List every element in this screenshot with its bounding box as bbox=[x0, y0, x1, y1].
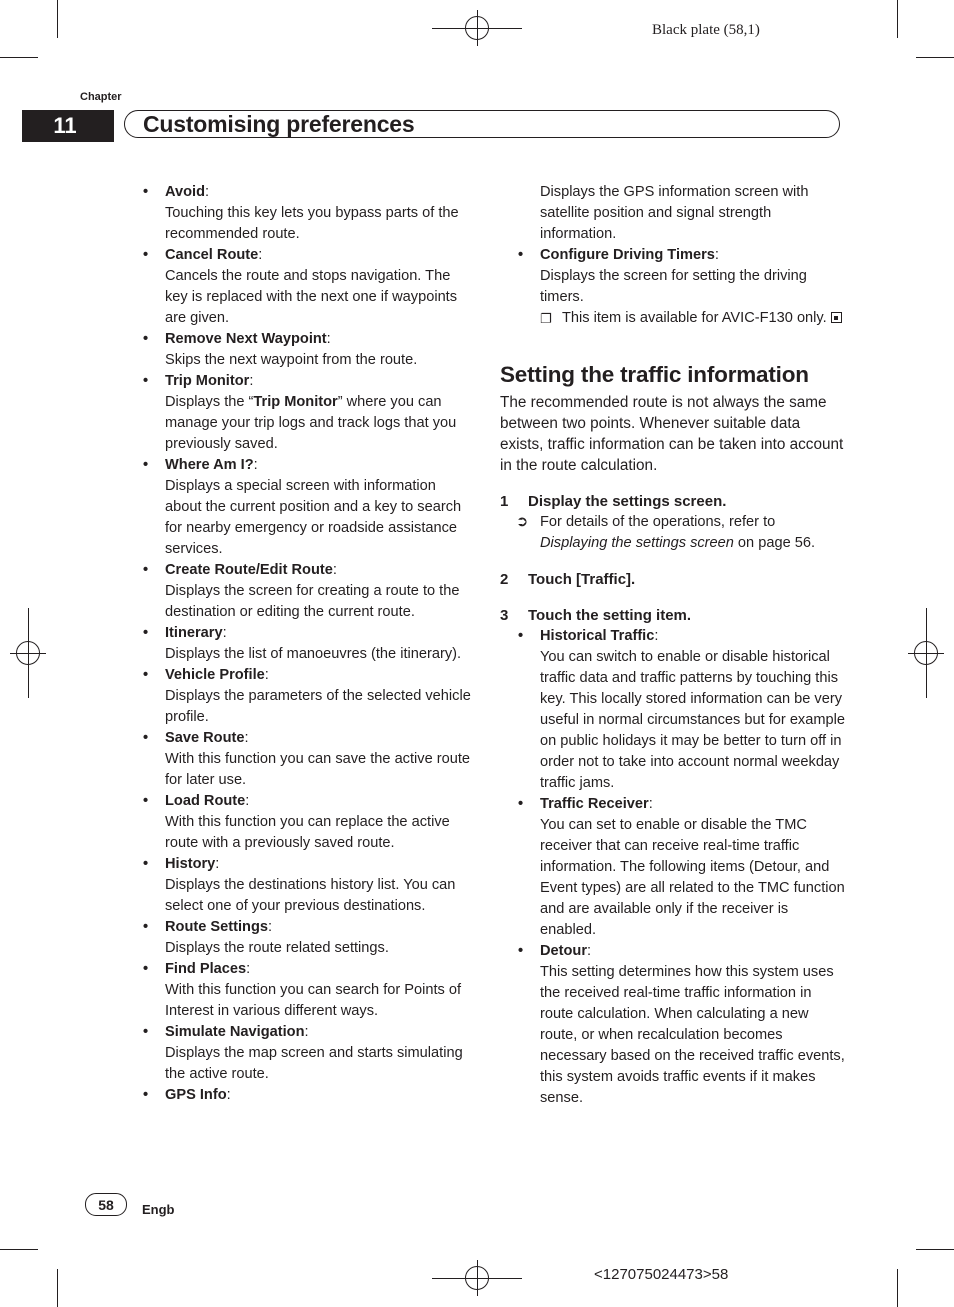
item-term: GPS Info bbox=[165, 1087, 227, 1103]
list-item: • History: Displays the destinations history list. You can select one of your previous destinations. bbox=[143, 854, 473, 917]
list-item: • Itinerary: Displays the list of manoeuvres (the itinerary). bbox=[143, 623, 473, 665]
section-title: Setting the traffic information bbox=[500, 362, 809, 387]
item-term: Route Settings bbox=[165, 919, 268, 935]
page-number: 58 bbox=[85, 1193, 127, 1216]
step-3: 3 Touch the setting item. bbox=[500, 607, 692, 624]
item-term: Traffic Receiver bbox=[540, 796, 649, 812]
item-desc: Displays a special screen with information about the current position and a key to search for nearby emergency or roadside assistance services. bbox=[165, 478, 462, 557]
list-item: • Route Settings: Displays the route related settings. bbox=[143, 917, 473, 959]
item-term: Save Route bbox=[165, 730, 245, 746]
item-term: Configure Driving Timers bbox=[540, 247, 715, 263]
item-term: Cancel Route bbox=[165, 247, 259, 263]
item-desc: Displays the “Trip Monitor” where you can manage your trip logs and track logs that you previously saved. bbox=[165, 394, 457, 452]
registration-mark bbox=[16, 641, 40, 665]
item-term: Vehicle Profile bbox=[165, 667, 265, 683]
item-desc: You can switch to enable or disable historical traffic data and traffic patterns by touching this key. This locally stored information can be very useful in normal circumstances but for example on public holidays it may be better to turn off in order not to take into account normal weekday traffic jams. bbox=[540, 649, 845, 791]
item-term: History bbox=[165, 856, 216, 872]
item-term: Where Am I? bbox=[165, 457, 254, 473]
item-term: Find Places bbox=[165, 961, 247, 977]
step-2: 2 Touch [Traffic]. bbox=[500, 571, 636, 588]
item-term: Avoid bbox=[165, 184, 205, 200]
item-term: Create Route/Edit Route bbox=[165, 562, 333, 578]
arrow-icon: ➲ bbox=[516, 514, 529, 530]
item-desc: With this function you can replace the active route with a previously saved route. bbox=[165, 814, 450, 851]
crop-mark bbox=[0, 57, 38, 58]
list-item: • Vehicle Profile: Displays the parameters of the selected vehicle profile. bbox=[143, 665, 473, 728]
note-box-icon: ❐ bbox=[540, 311, 552, 326]
list-item: • Remove Next Waypoint: Skips the next waypoint from the route. bbox=[143, 329, 473, 371]
list-item: • Historical Traffic: You can switch to enable or disable historical traffic data and traffic patterns by touching this key. This locally stored information can be very useful in normal circumstances but for example on public holidays it may be better to turn off in order not to take into account normal weekday traffic jams. bbox=[518, 626, 845, 794]
item-desc: Displays the destinations history list. You can select one of your previous destinations. bbox=[165, 877, 456, 914]
list-item: • Cancel Route: Cancels the route and stops navigation. The key is replaced with the next one if waypoints are given. bbox=[143, 245, 473, 329]
chapter-number: 11 bbox=[22, 110, 114, 142]
item-term: Historical Traffic bbox=[540, 628, 655, 644]
item-desc: Cancels the route and stops navigation. The key is replaced with the next one if waypoints are given. bbox=[165, 268, 458, 326]
list-item: • Save Route: With this function you can save the active route for later use. bbox=[143, 728, 473, 791]
gps-info-desc: Displays the GPS information screen with satellite position and signal strength information. bbox=[540, 184, 809, 242]
list-item: • Find Places: With this function you can search for Points of Interest in various different ways. bbox=[143, 959, 473, 1022]
right-column bbox=[500, 182, 845, 1109]
list-item: • Trip Monitor: Displays the “Trip Monitor” where you can manage your trip logs and track logs that you previously saved. bbox=[143, 371, 473, 455]
plate-label: Black plate (58,1) bbox=[652, 22, 760, 38]
item-desc: You can set to enable or disable the TMC receiver that can receive real-time traffic information. The following items (Detour, and Event types) are all related to the TMC function and are available only if the receiver is enabled. bbox=[540, 817, 845, 938]
list-item: • Detour: This setting determines how this system uses the received real-time traffic information in route calculation. When calculating a new route, or when recalculation becomes necessary based on the received traffic events, this system avoids traffic events if it makes sense. bbox=[518, 941, 845, 1109]
item-desc: Displays the parameters of the selected vehicle profile. bbox=[165, 688, 471, 725]
item-desc: With this function you can save the active route for later use. bbox=[165, 751, 471, 788]
list-item: • Create Route/Edit Route: Displays the screen for creating a route to the destination or editing the current route. bbox=[143, 560, 473, 623]
item-term: Detour bbox=[540, 943, 588, 959]
registration-mark bbox=[465, 1266, 489, 1290]
item-term: Trip Monitor bbox=[165, 373, 250, 389]
item-desc: Skips the next waypoint from the route. bbox=[165, 352, 418, 368]
chapter-label: Chapter bbox=[80, 91, 122, 103]
item-term: Simulate Navigation bbox=[165, 1024, 305, 1040]
registration-mark bbox=[914, 641, 938, 665]
step-1-note: ➲ For details of the operations, refer to Displaying the settings screen on page 56. bbox=[516, 514, 816, 551]
left-column bbox=[143, 182, 473, 1106]
list-item: • Traffic Receiver: You can set to enable or disable the TMC receiver that can receive real-time traffic information. The following items (Detour, and Event types) are all related to the TMC function and are available only if the receiver is enabled. bbox=[518, 794, 845, 941]
item-desc: This setting determines how this system uses the received real-time traffic information in route calculation. When calculating a new route, or when recalculation becomes necessary based on the received traffic events, this system avoids traffic events if it makes sense. bbox=[540, 964, 845, 1106]
document-code: <127075024473>58 bbox=[594, 1266, 729, 1283]
list-item: • GPS Info: bbox=[143, 1087, 231, 1103]
item-desc: Displays the route related settings. bbox=[165, 940, 389, 956]
crop-mark bbox=[916, 57, 954, 58]
item-desc: Touching this key lets you bypass parts of the recommended route. bbox=[165, 205, 459, 242]
item-desc: With this function you can search for Points of Interest in various different ways. bbox=[165, 982, 462, 1019]
item-desc: Displays the list of manoeuvres (the itinerary). bbox=[165, 646, 462, 662]
end-mark-icon bbox=[831, 312, 842, 323]
crop-mark bbox=[57, 1269, 58, 1307]
item-term: Remove Next Waypoint bbox=[165, 331, 327, 347]
crop-mark bbox=[916, 1249, 954, 1250]
section-intro: The recommended route is not always the same between two points. Whenever suitable data exists, traffic information can be taken into account in the route calculation. bbox=[500, 394, 844, 474]
crop-mark bbox=[0, 1249, 38, 1250]
chapter-title: Customising preferences bbox=[143, 111, 415, 137]
registration-mark bbox=[465, 16, 489, 40]
crop-mark bbox=[897, 1269, 898, 1307]
list-item: • Where Am I?: Displays a special screen with information about the current position and a key to search for nearby emergency or roadside assistance services. bbox=[143, 455, 473, 560]
item-term: Itinerary bbox=[165, 625, 223, 641]
list-item: • Load Route: With this function you can replace the active route with a previously saved route. bbox=[143, 791, 473, 854]
list-item: • Configure Driving Timers: Displays the screen for setting the driving timers. bbox=[518, 245, 845, 308]
availability-note: ❐ This item is available for AVIC-F130 only. bbox=[500, 308, 845, 329]
item-desc: Displays the map screen and starts simulating the active route. bbox=[165, 1045, 463, 1082]
crop-mark bbox=[897, 0, 898, 38]
list-item: • Simulate Navigation: Displays the map screen and starts simulating the active route. bbox=[143, 1022, 473, 1085]
list-item: • Avoid: Touching this key lets you bypass parts of the recommended route. bbox=[143, 182, 473, 245]
language-code: Engb bbox=[142, 1202, 175, 1217]
item-desc: Displays the screen for creating a route to the destination or editing the current route. bbox=[165, 583, 460, 620]
item-desc: Displays the screen for setting the driving timers. bbox=[540, 268, 807, 305]
crop-mark bbox=[57, 0, 58, 38]
item-term: Load Route bbox=[165, 793, 246, 809]
step-1: 1 Display the settings screen. bbox=[500, 493, 727, 510]
